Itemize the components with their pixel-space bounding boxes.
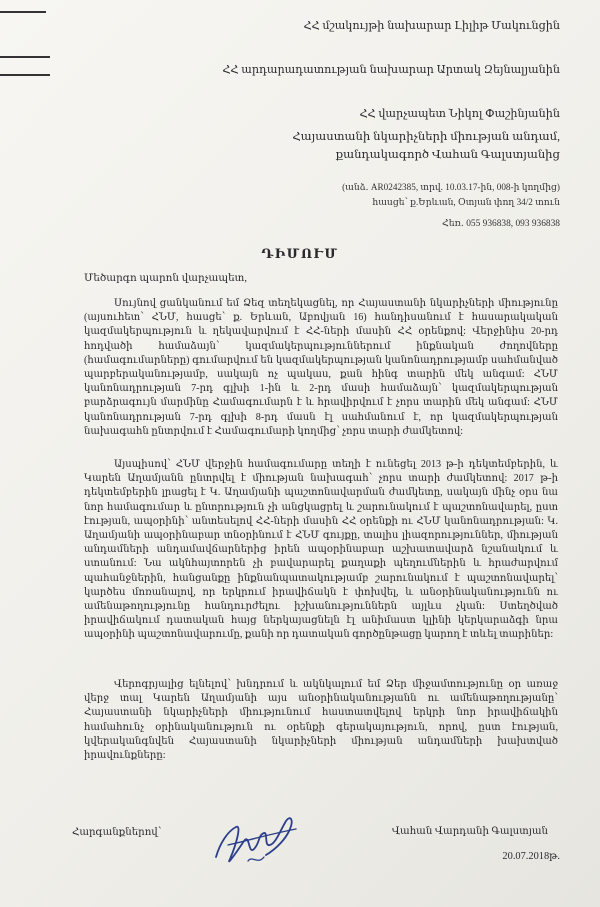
signer-name: Վահան Վարդանի Գալստյան	[391, 826, 548, 837]
sender-line-2: քանդակագործ Վահան Գալստյանից	[335, 148, 560, 161]
sender-passport: (անձ․ AR0242385, տրվ. 10.03.17-ին, 008-ի կողմից)	[342, 182, 560, 192]
greeting: Մեծարգո պարոն վարչապետ,	[84, 273, 247, 284]
document-date: 20.07.2018թ.	[502, 851, 560, 862]
handwritten-signature	[206, 805, 306, 873]
paragraph-1: Սույնով ցանկանում եմ Ձեզ տեղեկացնել, որ Հայաստանի նկարիչների միությունը (այսուհետ՝ ՀՆՄ, հասցե՝ ք. Երևան, Աբովյան 16) հանդիսանում է հասարակական կազմակերպություն և ղեկավարվում է ՀՀ-ների մասին ՀՀ օրենքով: Վերջինիս 20-րդ հոդվածի համաձայն՝ կազմակերպություններում ինքնական ժողովները (համագումարները) գումարվում են կազմակերպության կանոնադրությամբ սահմանված պարբերականությամբ, սակայն ոչ պակաս, քան հինգ տարին մեկ անգամ: ՀՆՄ կանոնադրության 7-րդ գլխի 1-ին և 2-րդ մասի համաձայն՝ կազմակերպության բարձրագույն մարմինը Համագումարն է և հրավիրվում է չորս տարին մեկ անգամ: ՀՆՄ կանոնադրության 7-րդ գլխի 8-րդ մասն էլ սահմանում է, որ կազմակերպության նախագահն ընտրվում է Համագումարի կողմից՝ չորս տարի ժամկետով:	[84, 298, 558, 437]
recipient-culture-minister: ՀՀ մշակույթի նախարար Լիլիթ Մակունցին	[303, 20, 560, 32]
sender-address: հասցե՝ ք.Երևան, Օտյան փող 34/2 տուն	[372, 197, 560, 207]
sender-block	[0, 128, 560, 164]
recipient-justice-minister: ՀՀ արդարադատության նախարար Արտակ Զեյնալյանին	[222, 64, 560, 76]
paragraph-3: Վերոգրյալից ելնելով՝ խնդրում և ակնկալում եմ Ձեր միջամտությունը օր առաջ վերջ տալ Կարեն Աղամյանի այս անօրինականությանն ու ամենաթողությանը՝ Հայաստանի նկարիչների միությունում հաստատվելով երկրի նոր իրավիճակին համահունչ օրինականություն ու օրենքի գերակայություն, որով, ըստ էության, կվերականգնվեն Հայաստանի նկարիչների միության անդամների խախտված իրավունքները:	[84, 679, 558, 762]
sender-details	[342, 180, 560, 210]
sender-phone: Հեռ․ 055 936838, 093 936838	[441, 219, 560, 229]
paragraph-2: Այսպիսով՝ ՀՆՄ վերջին համագումարը տեղի է ունեցել 2013 թ-ի դեկտեմբերին, և Կարեն Աղամյանն ընտրվել է միության նախագահ՝ չորս տարի ժամկետով: 2017 թ-ի դեկտեմբերին լրացել է Կ. Աղամյանի պաշտոնավարման ժամկետը, սակայն մինչ օրս նա նոր համագումար և ընտրություն չի անցկացրել և շարունակում է պաշտոնավարել, ըստ էության, ապօրինի՝ անտեսելով ՀՀ-ների մասին ՀՀ օրենքի ու ՀՆՄ կանոնադրության: Կ. Աղամյանի ապօրինաբար տնօրինում է ՀՆՄ գույքը, տալիս լիազորություններ, միության անդամների անդամավճարներից իրեն ապօրինաբար աշխատավարձ նշանակում և ստանում: Նա ակնհայտորեն չի բավարարել քաղաքի պեղումներին և հրաժարվում պահանջներին, հանցանքը ինքնանպատակությամբ շարունակում է պաշտոնավարել՝ կարծես մոռանալով, որ երկրում իրավիճակն է փոխվել, և անօրինականությունն ու ամենաթողությունը հանդուրժելու իշխանություններն այլևս չկան: Ստեղծված իրավիճակում դատական հայց ներկայացնելն էլ անիմաստ կլինի կերկարաձգի նրա ապօրինի պաշտոնավարումը, քանի որ դատական գործընթացը կարող է տևել տարիներ:	[84, 459, 558, 641]
closing-phrase: Հարգանքներով՝	[72, 827, 162, 838]
sender-line-1: Հայաստանի նկարիչների միության անդամ,	[292, 130, 560, 143]
recipient-prime-minister: ՀՀ վարչապետ Նիկոլ Փաշինյանին	[359, 108, 560, 120]
document-title: ԴԻՄՈՒՄ	[261, 246, 339, 261]
